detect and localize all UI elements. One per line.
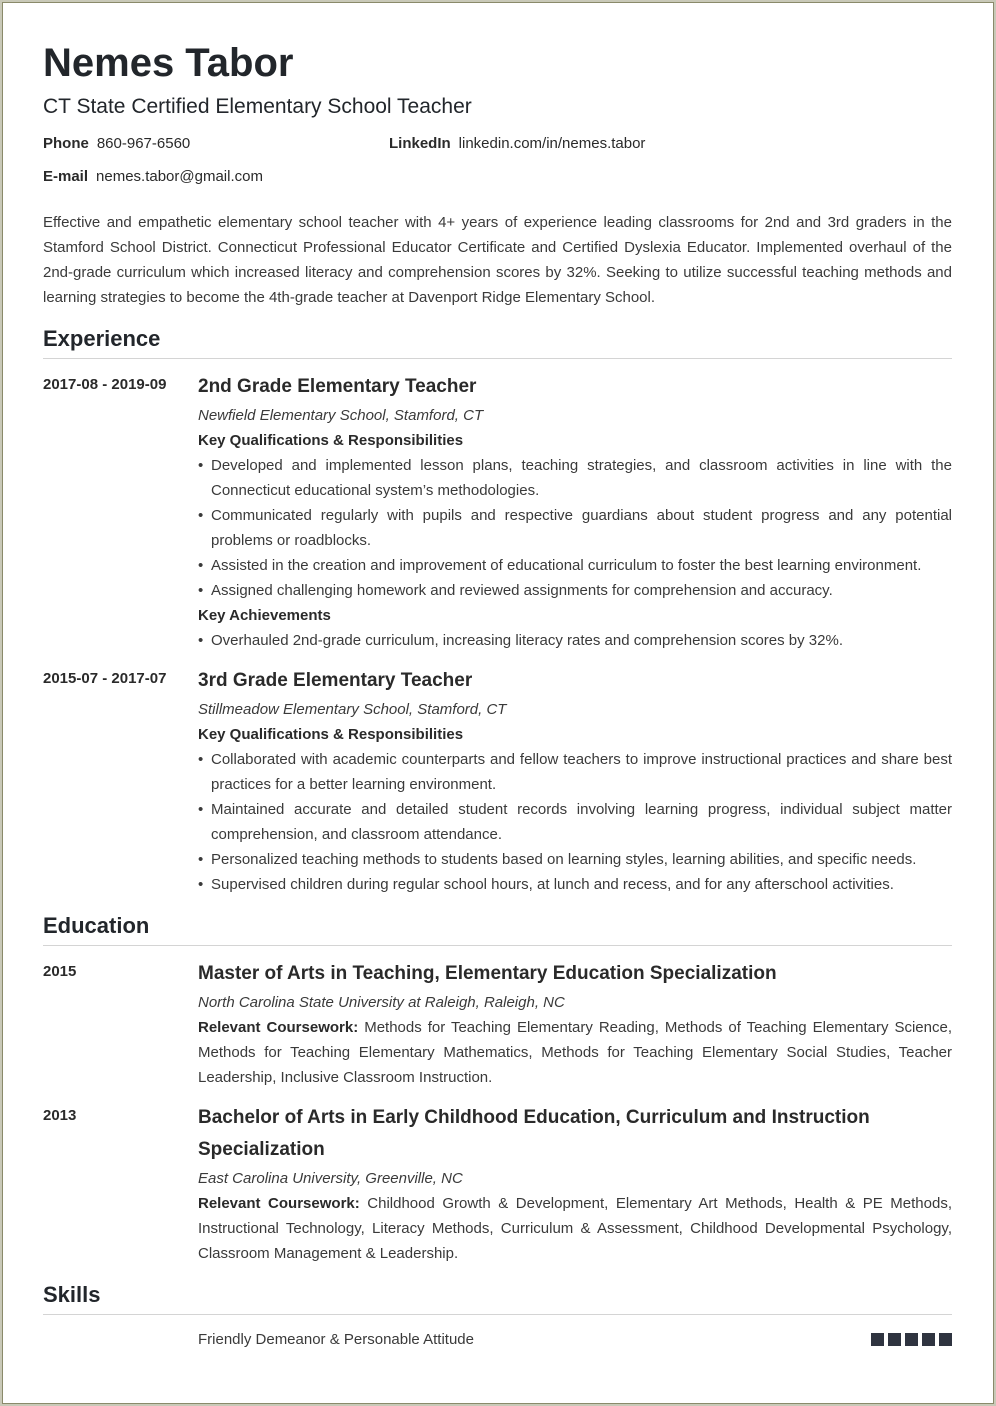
- skill-level-square: [871, 1333, 884, 1346]
- skill-level-meter: [871, 1333, 952, 1346]
- skill-level-square: [905, 1333, 918, 1346]
- skill-level-square: [888, 1333, 901, 1346]
- coursework-label: Relevant Coursework:: [198, 1019, 359, 1036]
- school-name: East Carolina University, Greenville, NC: [198, 1170, 463, 1187]
- contact-linkedin: [389, 134, 645, 154]
- candidate-headline: CT State Certified Elementary School Teacher: [43, 95, 472, 118]
- experience-entry: [43, 371, 952, 653]
- education-entry: [43, 958, 952, 1090]
- school-name: North Carolina State University at Raleigh, Raleigh, NC: [198, 994, 565, 1011]
- list-item: • Developed and implemented lesson plans, teaching strategies, and classroom activities in line with the Connecticut educational system’s methodologies.: [198, 453, 952, 503]
- experience-heading: Experience: [43, 324, 952, 359]
- responsibilities-list: [198, 453, 952, 603]
- education-entry: [43, 1102, 952, 1266]
- list-item: • Maintained accurate and detailed student records involving learning progress, individual subject matter comprehension, and classroom attendance.: [198, 797, 952, 847]
- education-date: 2013: [43, 1107, 77, 1124]
- list-item: • Communicated regularly with pupils and respective guardians about student progress and any potential problems or roadblocks.: [198, 503, 952, 553]
- contact-email: [43, 167, 263, 187]
- contact-block: [43, 134, 952, 204]
- linkedin-label: LinkedIn: [389, 135, 451, 152]
- phone-value: 860-967-6560: [96, 135, 191, 152]
- phone-label: Phone: [43, 135, 89, 152]
- coursework: [198, 1015, 952, 1090]
- coursework-text: Childhood Growth & Development, Elementary Art Methods, Health & PE Methods, Instructional Technology, Literacy Methods, Curriculum & Assessment, Childhood Developmental Psychology, Classroom Management & Leadership.: [198, 1195, 952, 1262]
- linkedin-link[interactable]: linkedin.com/in/nemes.tabor: [458, 135, 646, 152]
- job-title: 2nd Grade Elementary Teacher: [198, 376, 477, 397]
- skill-level-square: [939, 1333, 952, 1346]
- job-employer: Stillmeadow Elementary School, Stamford, CT: [198, 701, 507, 718]
- responsibilities-label: Key Qualifications & Responsibilities: [198, 432, 464, 449]
- email-label: E-mail: [43, 168, 89, 185]
- skill-item: [43, 1327, 952, 1352]
- skill-name: Friendly Demeanor & Personable Attitude: [198, 1331, 474, 1348]
- degree-title: Master of Arts in Teaching, Elementary Education Specialization: [198, 963, 777, 984]
- list-item: • Supervised children during regular school hours, at lunch and recess, and for any afterschool activities.: [198, 872, 952, 897]
- achievements-label: Key Achievements: [198, 607, 331, 624]
- education-date: 2015: [43, 963, 77, 980]
- summary: Effective and empathetic elementary school teacher with 4+ years of experience leading classrooms for 2nd and 3rd graders in the Stamford School District. Connecticut Professional Educator Certificate and Certified Dyslexia Educator. Implemented overhaul of the 2nd-grade curriculum which increased literacy and comprehension scores by 32%. Seeking to utilize successful teaching methods and learning strategies to become the 4th-grade teacher at Davenport Ridge Elementary School.: [43, 214, 952, 306]
- skill-level-square: [922, 1333, 935, 1346]
- email-link[interactable]: nemes.tabor@gmail.com: [96, 168, 263, 185]
- resume-page: [43, 40, 952, 1352]
- contact-phone: [43, 134, 190, 154]
- coursework-label: Relevant Coursework:: [198, 1195, 360, 1212]
- coursework-text: Methods for Teaching Elementary Reading, Methods of Teaching Elementary Science, Methods for Teaching Elementary Mathematics, Methods for Teaching Elementary Social Studies, Teacher Leadership, Inclusive Classroom Instruction.: [198, 1019, 953, 1086]
- skills-heading: Skills: [43, 1280, 952, 1315]
- job-date: 2017-08 - 2019-09: [43, 376, 167, 393]
- list-item: • Collaborated with academic counterparts and fellow teachers to improve instructional practices and share best practices for a better learning environment.: [198, 747, 952, 797]
- job-date: 2015-07 - 2017-07: [43, 670, 167, 687]
- list-item: • Personalized teaching methods to students based on learning styles, learning abilities, and specific needs.: [198, 847, 952, 872]
- experience-entry: [43, 665, 952, 897]
- coursework: [198, 1191, 952, 1266]
- education-heading: Education: [43, 911, 952, 946]
- job-employer: Newfield Elementary School, Stamford, CT: [198, 407, 484, 424]
- responsibilities-list: [198, 747, 952, 897]
- candidate-name: Nemes Tabor: [43, 41, 294, 85]
- list-item: • Assigned challenging homework and reviewed assignments for comprehension and accuracy.: [198, 578, 952, 603]
- responsibilities-label: Key Qualifications & Responsibilities: [198, 726, 464, 743]
- job-title: 3rd Grade Elementary Teacher: [198, 670, 473, 691]
- list-item: • Overhauled 2nd-grade curriculum, increasing literacy rates and comprehension scores by 32%.: [198, 628, 952, 653]
- achievements-list: [198, 628, 952, 653]
- list-item: • Assisted in the creation and improvement of educational curriculum to foster the best learning environment.: [198, 553, 952, 578]
- degree-title: Bachelor of Arts in Early Childhood Education, Curriculum and Instruction Specialization: [198, 1107, 870, 1160]
